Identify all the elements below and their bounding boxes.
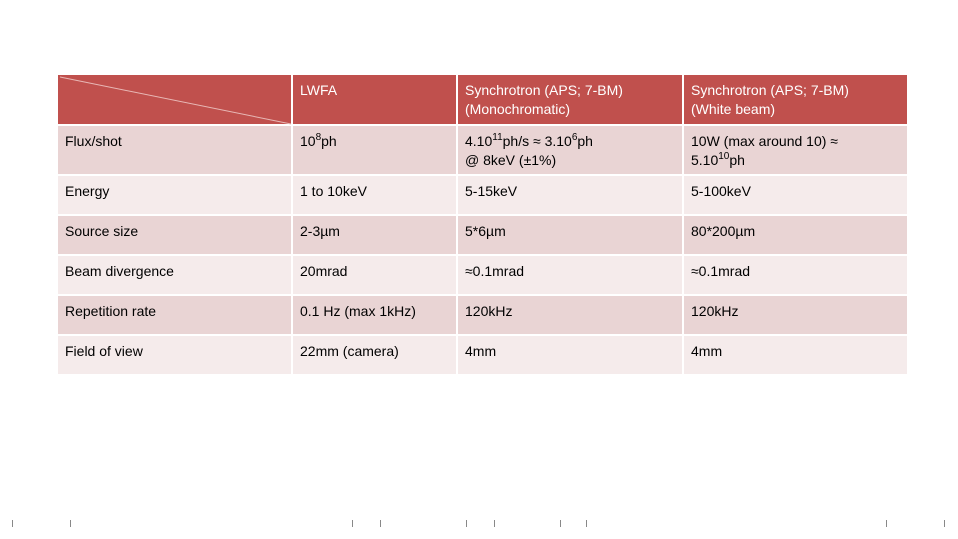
table-row xyxy=(58,216,907,256)
cell-white: 120kHz xyxy=(684,296,907,336)
tick-mark xyxy=(560,520,561,527)
cell-white: ≈0.1mrad xyxy=(684,256,907,296)
tick-mark xyxy=(12,520,13,527)
tick-mark xyxy=(380,520,381,527)
cell-white: 80*200µm xyxy=(684,216,907,256)
tick-mark xyxy=(586,520,587,527)
row-label: Beam divergence xyxy=(58,256,293,296)
cell-white: 5-100keV xyxy=(684,176,907,216)
table-row xyxy=(58,256,907,296)
row-label: Flux/shot xyxy=(58,126,293,176)
cell-lwfa: 2-3µm xyxy=(293,216,458,256)
tick-mark xyxy=(886,520,887,527)
tick-mark xyxy=(944,520,945,527)
table-row xyxy=(58,296,907,336)
cell-mono: 5*6µm xyxy=(458,216,684,256)
cell-white: 4mm xyxy=(684,336,907,376)
cell-mono: 120kHz xyxy=(458,296,684,336)
header-corner-cell xyxy=(58,75,293,126)
cell-mono: 5-15keV xyxy=(458,176,684,216)
cell-lwfa: 22mm (camera) xyxy=(293,336,458,376)
tick-mark xyxy=(352,520,353,527)
table-row xyxy=(58,336,907,376)
header-row xyxy=(58,75,907,126)
row-label: Energy xyxy=(58,176,293,216)
header-synchrotron-mono: Synchrotron (APS; 7-BM) (Monochromatic) xyxy=(458,75,684,126)
header-lwfa: LWFA xyxy=(293,75,458,126)
diagonal-divider xyxy=(58,75,293,126)
cell-lwfa: 1 to 10keV xyxy=(293,176,458,216)
tick-mark xyxy=(466,520,467,527)
table-row xyxy=(58,176,907,216)
slide-edge-ticks xyxy=(0,520,958,530)
row-label: Source size xyxy=(58,216,293,256)
tick-mark xyxy=(70,520,71,527)
cell-lwfa: 20mrad xyxy=(293,256,458,296)
row-label: Field of view xyxy=(58,336,293,376)
cell-lwfa: $10^8ph$ xyxy=(293,126,458,176)
cell-lwfa: 0.1 Hz (max 1kHz) xyxy=(293,296,458,336)
cell-mono: $4.10^{11}ph/s \approx 3.10^6ph$ @ 8keV (±1%) xyxy=(458,126,684,176)
row-label: Repetition rate xyxy=(58,296,293,336)
comparison-table xyxy=(58,75,907,376)
cell-mono: 4mm xyxy=(458,336,684,376)
cell-white: 10W (max around 10) ≈ $5.10^{10}ph$ xyxy=(684,126,907,176)
cell-mono: ≈0.1mrad xyxy=(458,256,684,296)
table-row-flux xyxy=(58,126,907,176)
tick-mark xyxy=(494,520,495,527)
header-synchrotron-white: Synchrotron (APS; 7-BM) (White beam) xyxy=(684,75,907,126)
